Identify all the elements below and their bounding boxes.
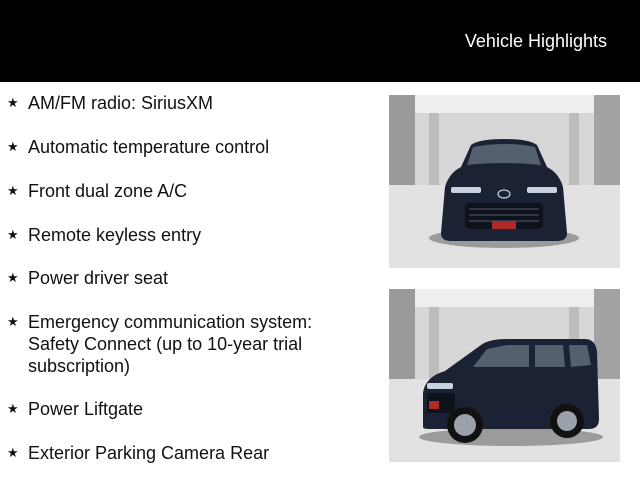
vehicle-photo-front (389, 95, 620, 268)
feature-label: Exterior Parking Camera Rear (28, 443, 270, 463)
star-icon: ★ (7, 314, 19, 329)
star-icon: ★ (7, 401, 19, 416)
feature-label: Power driver seat (28, 268, 169, 288)
feature-label: Remote keyless entry (28, 225, 202, 245)
star-icon: ★ (7, 95, 19, 110)
feature-item (7, 224, 367, 246)
star-icon: ★ (7, 183, 19, 198)
feature-item (7, 136, 367, 158)
feature-label: Front dual zone A/C (28, 181, 188, 201)
feature-label: AM/FM radio: SiriusXM (28, 93, 214, 113)
feature-label: Automatic temperature control (28, 137, 270, 157)
feature-item (7, 180, 367, 202)
feature-label: Power Liftgate (28, 399, 144, 419)
feature-item (7, 311, 337, 377)
star-icon: ★ (7, 227, 19, 242)
feature-item (7, 398, 367, 420)
star-icon: ★ (7, 139, 19, 154)
feature-item (7, 267, 367, 289)
star-icon: ★ (7, 270, 19, 285)
header-bar (0, 0, 640, 82)
feature-label: Emergency communication system: Safety Connect (up to 10-year trial subscription) (28, 312, 313, 376)
page-title: Vehicle Highlights (464, 31, 607, 51)
vehicle-photo-side (389, 289, 620, 462)
star-icon: ★ (7, 445, 19, 460)
feature-item (7, 442, 367, 464)
feature-item (7, 92, 367, 114)
